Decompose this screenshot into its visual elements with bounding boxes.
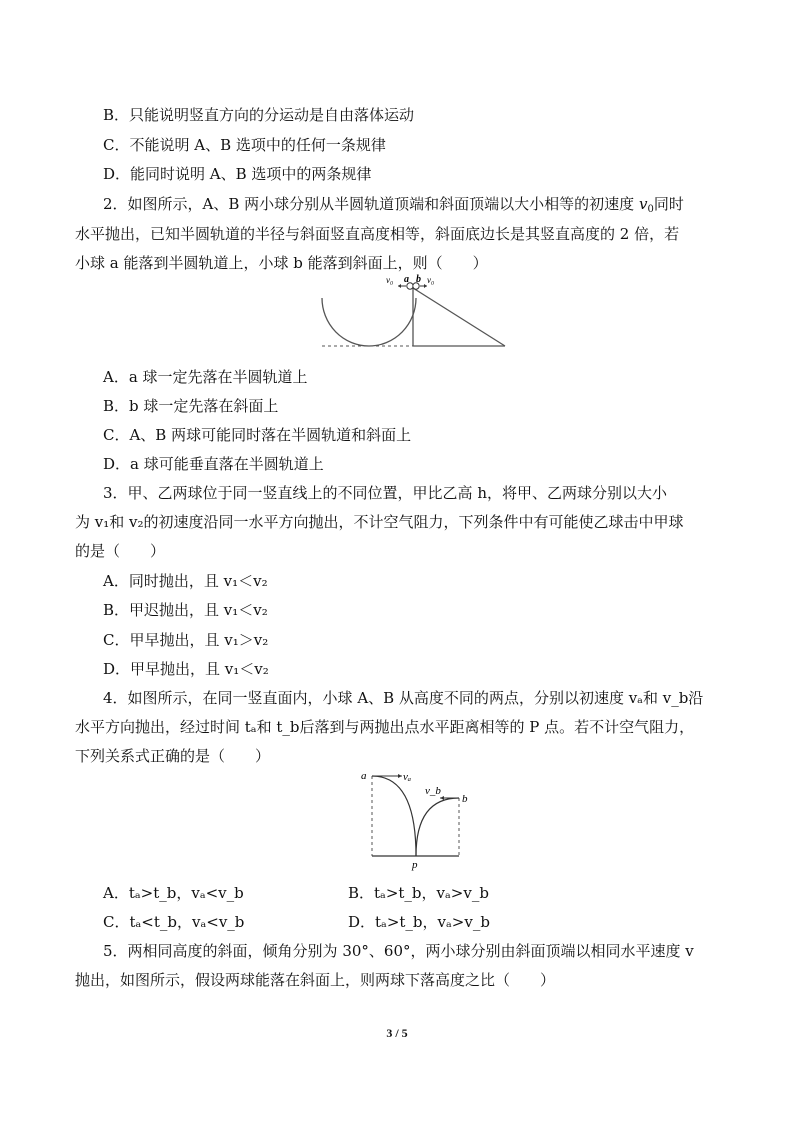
q3-option-c: C．甲早抛出，且 v₁＞v₂ — [103, 631, 269, 649]
label-a: a — [404, 274, 409, 285]
q4-stem-line1: 4．如图所示，在同一竖直面内，小球 A、B 从高度不同的两点，分别以初速度 vₐ和 v_b沿 — [103, 689, 704, 707]
q4-option-a: A．tₐ>t_b，vₐ<v_b — [103, 884, 244, 902]
velocity-arrow-a-head — [398, 774, 402, 778]
q2-option-b: B．b 球一定先落在斜面上 — [103, 397, 279, 415]
semicircle-track — [322, 298, 416, 346]
q2-figure — [316, 274, 516, 354]
trajectory-b — [416, 798, 459, 856]
q2-option-d: D．a 球可能垂直落在半圆轨道上 — [103, 455, 324, 473]
q4-figure — [356, 766, 476, 874]
q3-stem-line2: 为 v₁和 v₂的初速度沿同一水平方向抛出，不计空气阻力，下列条件中有可能使乙球击中甲球 — [75, 513, 684, 531]
arrow-left-head — [398, 284, 401, 288]
q3-stem-line1: 3．甲、乙两球位于同一竖直线上的不同位置，甲比乙高 h，将甲、乙两球分别以大小 — [103, 484, 667, 502]
q5-stem-line2: 抛出，如图所示，假设两球能落在斜面上，则两球下落高度之比（ ） — [75, 971, 556, 989]
q2-stem-line1 — [103, 194, 684, 220]
q2-stem-line3: 小球 a 能落到半圆轨道上，小球 b 能落到斜面上，则（ ） — [75, 254, 488, 272]
q4-stem-line3: 下列关系式正确的是（ ） — [75, 747, 271, 765]
trajectory-a — [372, 776, 416, 856]
label-v0-right: v₀ — [427, 275, 435, 285]
q2-option-c: C．A、B 两球可能同时落在半圆轨道和斜面上 — [103, 426, 412, 444]
label-vb: v_b — [425, 785, 441, 797]
q2-stem-text-end: 同时 — [653, 195, 684, 213]
q4-stem-line2: 水平方向抛出，经过时间 tₐ和 t_b后落到与两抛出点水平距离相等的 P 点。若不计空气阻力， — [75, 718, 695, 736]
q3-option-b: B．甲迟抛出，且 v₁＜v₂ — [103, 601, 268, 619]
v0-subscript: 0 — [647, 204, 654, 215]
q4-option-d: D．tₐ>t_b，vₐ>v_b — [348, 913, 490, 931]
label-b: b — [416, 274, 421, 285]
label-b: b — [462, 793, 468, 805]
q2-stem-text: 2．如图所示，A、B 两小球分别从半圆轨道顶端和斜面顶端以大小相等的初速度 — [103, 195, 639, 213]
label-v0-left: v₀ — [386, 275, 394, 285]
label-a: a — [361, 770, 367, 782]
q3-option-d: D．甲早抛出，且 v₁＜v₂ — [103, 660, 269, 678]
q3-option-a: A．同时抛出，且 v₁＜v₂ — [103, 572, 268, 590]
incline-slope — [413, 288, 505, 346]
q4-option-c: C．tₐ<t_b，vₐ<v_b — [103, 913, 245, 931]
v0-symbol: v — [638, 195, 648, 213]
q4-option-b: B．tₐ>t_b，vₐ>v_b — [348, 884, 489, 902]
label-va: vₐ — [403, 771, 412, 783]
q1-option-b: B．只能说明竖直方向的分运动是自由落体运动 — [103, 106, 415, 124]
q5-stem-line1: 5．两相同高度的斜面，倾角分别为 30°、60°，两小球分别由斜面顶端以相同水平速度 v — [103, 942, 694, 960]
q2-stem-line2: 水平抛出，已知半圆轨道的半径与斜面竖直高度相等，斜面底边长是其竖直高度的 2 倍，若 — [75, 225, 680, 243]
label-p: p — [412, 859, 418, 871]
q3-stem-line3: 的是（ ） — [75, 542, 166, 560]
q1-option-d: D．能同时说明 A、B 选项中的两条规律 — [103, 165, 372, 183]
q1-option-c: C．不能说明 A、B 选项中的任何一条规律 — [103, 136, 386, 154]
q2-option-a: A．a 球一定先落在半圆轨道上 — [103, 368, 308, 386]
page-number: 3 / 5 — [386, 1026, 408, 1040]
